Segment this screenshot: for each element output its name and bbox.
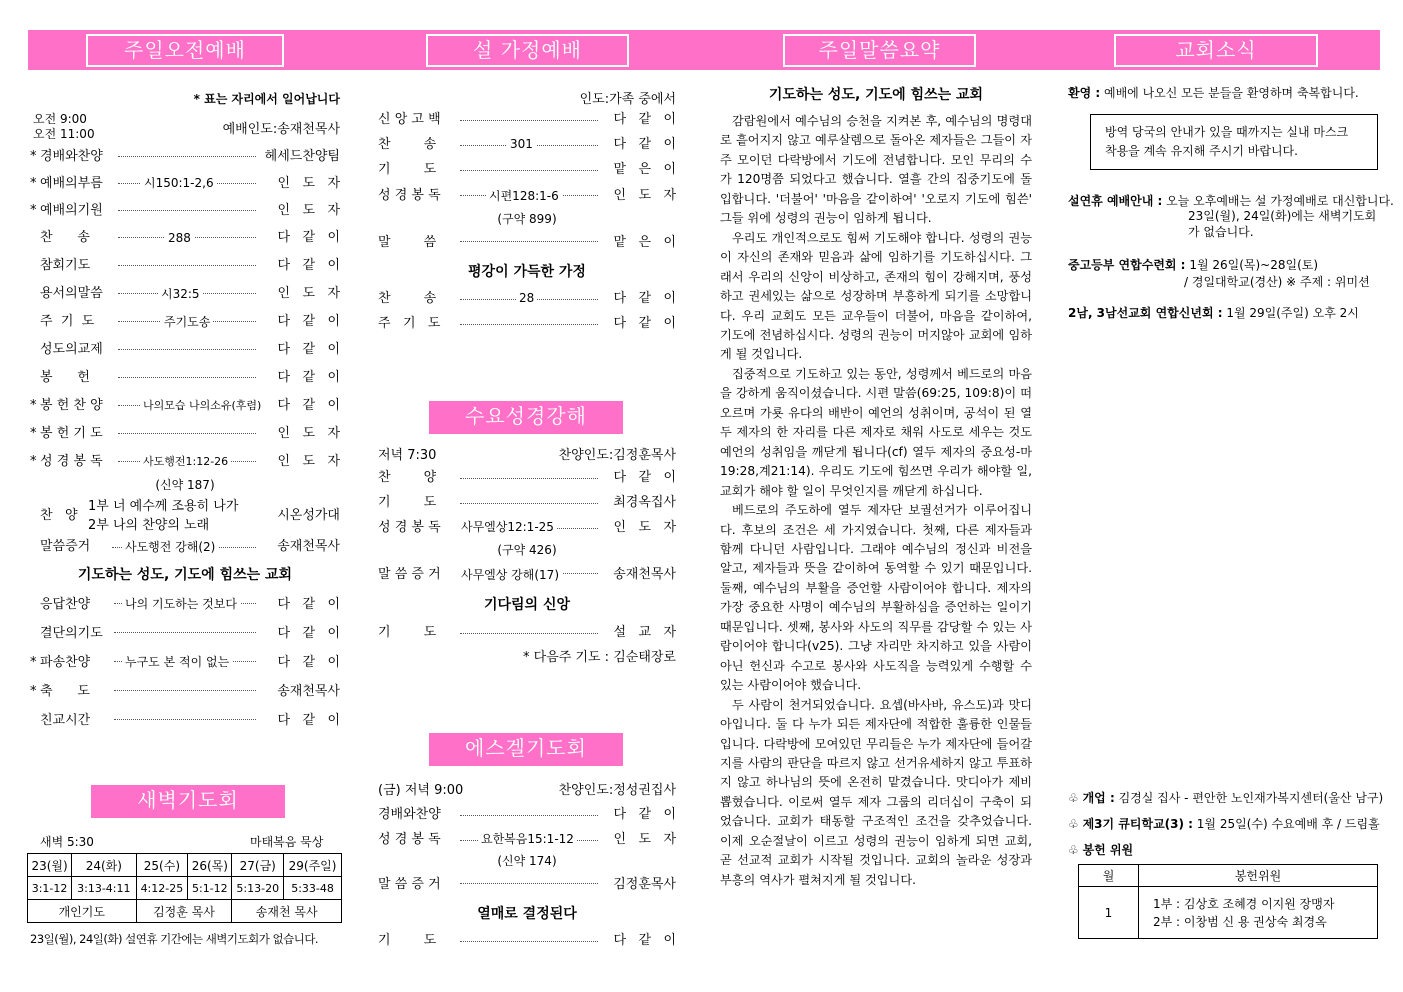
bible-reference: (구약 426) — [497, 543, 557, 557]
order-row — [378, 465, 676, 490]
order-item-detail: 누구도 본 적이 없는 — [122, 648, 232, 677]
header-church-news: 교회소식 — [1114, 34, 1318, 67]
order-item-leader: 다 같 이 — [277, 342, 340, 357]
dawn-book: 마태복음 묵상 — [250, 835, 324, 849]
newyear-label: 2남, 3남선교회 연합신년회 : — [1068, 306, 1223, 320]
service-time-2: 오전 11:00 — [33, 127, 95, 141]
order-item-detail: 나의 기도하는 것보다 — [122, 590, 240, 619]
order-item-leader: 최경옥집사 — [613, 495, 676, 510]
summary-paragraph: 집중적으로 기도하고 있는 동안, 성령께서 베드로의 마음을 강하게 움직이셨습니다. 시편 말씀(69:25, 109:8)이 떠오르며 가룟 유다의 배반이 예언의 성취이며, 공석이 된 열두 제자의 한 자리를 다른 제자로 채워 사도로 세우는 것도 예언의 성취임을 깨닫게 됩니다(cf) 열두 제자의 중요성-마19:28,계21:14). 우리도 기도에 힘쓰면 우리가 해야할 일, 교회가 해야 할 일이 무엇인지를 깨닫게 하십니다. — [720, 366, 1032, 498]
order-item-name: 봉 헌 찬 양 — [40, 398, 103, 413]
order-item-leader: 다 같 이 — [613, 112, 676, 127]
dawn-day: 29(주일) — [284, 854, 342, 877]
stand-marker: * — [30, 426, 37, 441]
header-morning-worship: 주일오전예배 — [86, 34, 284, 67]
ezekiel-subtitle: 열매로 결정된다 — [477, 906, 577, 922]
dawn-verse: 4:12-25 — [136, 877, 188, 900]
order-row — [378, 286, 676, 311]
order-row — [378, 132, 676, 157]
dawn-verse: 5:1-12 — [188, 877, 232, 900]
order-item-leader: 헤세드찬양팀 — [264, 149, 340, 164]
clover-icon: ♧ — [1068, 817, 1079, 831]
order-row — [30, 706, 340, 735]
retreat-text: 1월 26일(목)~28일(토) — [1189, 258, 1319, 272]
order-item-name: 응답찬양 — [40, 597, 91, 612]
order-item-name: 성도의교제 — [40, 342, 103, 357]
order-item-name: 기 도 — [378, 933, 437, 948]
stand-marker: * — [30, 454, 37, 469]
leader-dots — [460, 120, 598, 121]
dawn-verse: 5:13-20 — [232, 877, 284, 900]
leader-dots — [460, 883, 598, 884]
leader-dots — [460, 941, 598, 942]
order-item-name: 봉 헌 — [40, 370, 90, 385]
month-header: 월 — [1079, 865, 1139, 887]
order-item-name: 기 도 — [378, 625, 437, 640]
family-subtitle: 평강이 가득한 가정 — [468, 264, 586, 280]
opening-label: 개업 : — [1082, 791, 1115, 805]
leader-dots — [118, 349, 256, 350]
opening-text: 김경실 집사 - 편안한 노인재가복지센터(울산 남구) — [1118, 791, 1384, 805]
stand-marker: * — [30, 655, 37, 670]
order-item-detail: 주기도송 — [161, 308, 213, 336]
order-row — [378, 228, 676, 258]
order-row — [30, 677, 340, 706]
order-item-name: 예배의부름 — [40, 176, 103, 191]
stand-marker: * — [30, 149, 37, 164]
order-item-leader: 다 같 이 — [277, 713, 340, 728]
order-item-detail: 301 — [507, 132, 536, 157]
order-item-leader: 인 도 자 — [277, 454, 340, 469]
order-item-name: 파송찬양 — [40, 655, 91, 670]
order-item-name: 말 씀 증 거 — [378, 877, 441, 892]
leader-dots — [114, 632, 256, 633]
dawn-leader: 송재천 목사 — [232, 900, 342, 923]
choir-label: 찬 양 — [40, 508, 78, 523]
order-item-name: 봉 헌 기 도 — [40, 426, 103, 441]
leader-dots — [460, 478, 598, 479]
header-family-worship: 설 가정예배 — [426, 34, 629, 67]
next-week-prayer: * 다음주 기도 : 김순태장로 — [523, 650, 676, 665]
summary-paragraph: 감람원에서 예수님의 승천을 지켜본 후, 예수님의 명령대로 흩어지지 않고 예루살렘으로 돌아온 제자들은 그들이 자주 모이던 다락방에서 기도에 전념합니다. 모인 무리의 수가 120명쯤 되었다고 했습니다. 열흘 간의 집중기도에 돌입합니다. '더불어' '마음을 같이하여' '오로지 기도에 힘쓴' 그들 위에 성령의 권능이 임하게 됩니다. — [720, 114, 1032, 226]
holiday-text: 오늘 오후예배는 설 가정예배로 대신합니다. — [1166, 194, 1394, 208]
order-item-leader: 다 같 이 — [613, 470, 676, 485]
order-item-detail: 288 — [165, 224, 194, 252]
holiday-label: 설연휴 예배안내 : — [1068, 194, 1163, 208]
dawn-verse: 5:33-48 — [284, 877, 342, 900]
order-item-leader: 인 도 자 — [277, 176, 340, 191]
dawn-time: 새벽 5:30 — [40, 835, 94, 849]
order-item-name: 예배의기원 — [40, 203, 103, 218]
order-item-detail: 사도행전 강해(2) — [122, 534, 218, 560]
order-row — [30, 448, 340, 476]
order-item-name: 주 기 도 — [378, 316, 441, 331]
leader-dots — [118, 377, 256, 378]
order-row — [30, 392, 340, 420]
leader-dots — [118, 265, 256, 266]
bible-reference: (신약 174) — [497, 854, 557, 868]
order-row — [378, 515, 676, 540]
order-item-name: 찬 양 — [378, 470, 437, 485]
order-row — [30, 590, 340, 619]
summary-paragraph: 두 사람이 천거되었습니다. 요셉(바사바, 유스도)과 맛디아입니다. 둘 다 누가 되든 제자단에 적합한 훌륭한 인물들입니다. 다락방에 모여있던 무리들은 누가 제자단에 들어갈 지를 사람의 판단을 따르지 않고 선거유세하지 않고 투표하지 않고 하나님의 뜻에 온전히 맡겼습니다. 맛디아가 제비뽑혔습니다. 이로써 열두 제자 그룹의 리더십이 구축이 되었습니다. 교회가 태동할 구조적인 조건을 갖추었습니다. 이제 오순절날이 이르고 성령의 권능이 임하게 되면 교회, 곧 선교적 교회가 시작될 것입니다. 교회의 놀라운 성장과 부흥의 역사가 펼쳐지게 될 것입니다. — [720, 697, 1032, 887]
members-line-1: 1부 : 김상호 조혜경 이지원 장맹자 — [1153, 896, 1335, 911]
leader-dots — [460, 503, 598, 504]
order-item-leader: 다 같 이 — [277, 597, 340, 612]
leader-dots — [114, 690, 256, 691]
order-item-name: 성 경 봉 독 — [378, 832, 441, 847]
order-item-detail: 시편128:1-6 — [486, 182, 562, 210]
wednesday-subtitle: 기다림의 신앙 — [483, 597, 571, 613]
order-row — [30, 197, 340, 224]
order-item-leader: 송재천목사 — [277, 539, 340, 554]
order-row — [378, 490, 676, 515]
order-item-leader: 다 같 이 — [613, 807, 676, 822]
order-item-leader: 다 같 이 — [613, 291, 676, 306]
dawn-day: 24(화) — [72, 854, 136, 877]
order-item-detail: 나의모습 나의소유(후렴) — [140, 392, 264, 420]
dawn-day: 27(금) — [232, 854, 284, 877]
order-item-leader: 다 같 이 — [277, 314, 340, 329]
order-row — [378, 620, 676, 646]
wednesday-time: 저녁 7:30 — [378, 448, 437, 463]
order-item-leader: 인 도 자 — [613, 188, 676, 203]
order-item-name: 경배와찬양 — [40, 149, 103, 164]
leader-dots — [114, 719, 256, 720]
order-item-detail: 사도행전1:12-26 — [140, 448, 231, 476]
qt-text: 1월 25일(수) 수요예배 후 / 드림홀 — [1196, 817, 1380, 831]
order-item-leader: 인 도 자 — [277, 426, 340, 441]
choir-song-2: 2부 나의 찬양의 노래 — [88, 518, 210, 533]
order-row — [378, 182, 676, 210]
offering-members-table — [1078, 864, 1378, 939]
leader-dots — [118, 433, 256, 434]
retreat-text-2: / 경일대학교(경산) ※ 주제 : 위미션 — [1184, 275, 1370, 289]
dawn-schedule-table — [27, 853, 342, 923]
family-leader: 인도:가족 중에서 — [579, 92, 676, 107]
sermon-summary-section — [720, 84, 1032, 890]
summary-paragraph: 우리도 개인적으로도 힘써 기도해야 합니다. 성령의 권능이 자신의 존재와 믿음과 삶에 임하기를 기도하십시다. 그래서 우리의 신앙이 비상하고, 존재의 힘이 강해지며, 풍성하고 권세있는 삶으로 성장하며 부흥하게 되기를 소망합니다. 우리 교회도 모든 교우들이 더불어, 마음을 같이하여, 기도에 전념하십시다. 성령의 권능이 머지않아 교회에 임하게 될 것입니다. — [720, 230, 1032, 362]
dawn-day: 26(목) — [188, 854, 232, 877]
stand-marker: * — [30, 684, 37, 699]
order-item-name: 말씀증거 — [40, 539, 91, 554]
order-row — [30, 364, 340, 392]
order-item-detail: 28 — [516, 286, 537, 311]
bible-reference: (구약 899) — [497, 212, 557, 226]
header-dawn-prayer: 새벽기도회 — [91, 785, 285, 818]
order-item-leader: 다 같 이 — [277, 398, 340, 413]
order-item-name: 경배와찬양 — [378, 807, 441, 822]
order-item-name: 축 도 — [40, 684, 90, 699]
sermon-title: 기도하는 성도, 기도에 힘쓰는 교회 — [77, 567, 293, 583]
summary-title: 기도하는 성도, 기도에 힘쓰는 교회 — [768, 87, 984, 103]
order-item-leader: 맡 은 이 — [613, 162, 676, 177]
dawn-day: 25(수) — [136, 854, 188, 877]
order-item-leader: 다 같 이 — [613, 137, 676, 152]
dawn-leader: 김정훈 목사 — [136, 900, 232, 923]
order-item-name: 찬 송 — [378, 291, 437, 306]
order-row — [30, 619, 340, 648]
order-item-detail: 시150:1-2,6 — [141, 170, 217, 197]
leader-dots — [460, 815, 598, 816]
order-item-leader: 다 같 이 — [613, 933, 676, 948]
order-item-name: 성 경 봉 독 — [378, 520, 441, 535]
order-item-detail: 사무엘상 강해(17) — [458, 560, 562, 590]
order-item-name: 찬 송 — [378, 137, 437, 152]
order-row — [30, 280, 340, 308]
leader-dots — [460, 241, 598, 242]
mask-notice: 방역 당국의 안내가 있을 때까지는 실내 마스크 착용을 계속 유지해 주시기 바랍니다. — [1090, 114, 1378, 170]
clover-icon: ♧ — [1068, 791, 1079, 805]
order-item-leader: 인 도 자 — [277, 203, 340, 218]
order-item-leader: 다 같 이 — [613, 316, 676, 331]
dawn-note: 23일(월), 24일(화) 설연휴 기간에는 새벽기도회가 없습니다. — [30, 932, 319, 946]
order-item-leader: 인 도 자 — [613, 520, 676, 535]
order-row — [30, 534, 340, 560]
order-row — [378, 107, 676, 132]
order-item-name: 결단의기도 — [40, 626, 103, 641]
welcome-text: 예배에 나오신 모든 분들을 환영하며 축복합니다. — [1104, 86, 1359, 100]
dawn-verse: 3:13-4:11 — [72, 877, 136, 900]
order-item-name: 친교시간 — [40, 713, 91, 728]
bible-reference: (신약 187) — [155, 478, 215, 492]
header-sermon-summary: 주일말씀요약 — [783, 34, 976, 67]
order-item-name: 주 기 도 — [40, 314, 95, 329]
order-item-name: 말 씀 증 거 — [378, 567, 441, 582]
order-item-name: 말 씀 — [378, 235, 437, 250]
order-item-leader: 송재천목사 — [277, 684, 340, 699]
ezekiel-leader: 찬양인도:정성권집사 — [558, 783, 676, 798]
order-item-name: 신 앙 고 백 — [378, 112, 441, 127]
month-cell: 1 — [1079, 887, 1139, 939]
choir-name: 시온성가대 — [277, 508, 340, 523]
order-item-leader: 송재천목사 — [613, 567, 676, 582]
order-row — [30, 648, 340, 677]
order-item-leader: 다 같 이 — [277, 230, 340, 245]
order-row — [30, 252, 340, 280]
leader-dots — [460, 633, 598, 634]
header-wednesday-bible: 수요성경강해 — [429, 401, 623, 434]
order-row — [30, 170, 340, 197]
members-line-2: 2부 : 이창범 신 용 권상숙 최경옥 — [1153, 914, 1327, 929]
qt-label: 제3기 큐티학교(3) : — [1082, 817, 1193, 831]
retreat-label: 중고등부 연합수련회 : — [1068, 258, 1186, 272]
holiday-text-2: 23일(월), 24일(화)에는 새벽기도회가 없습니다. — [1188, 209, 1377, 239]
wednesday-leader: 찬양인도:김정훈목사 — [558, 448, 676, 463]
dawn-leader: 개인기도 — [28, 900, 137, 923]
newyear-text: 1월 29일(주일) 오후 2시 — [1226, 306, 1359, 320]
offering-members-label: 봉헌 위원 — [1082, 843, 1134, 857]
order-row — [378, 928, 676, 954]
service-time-1: 오전 9:00 — [33, 112, 87, 126]
order-row — [378, 870, 676, 900]
choir-song-1: 1부 너 예수께 조용히 나가 — [88, 499, 239, 514]
order-row — [30, 420, 340, 448]
order-item-detail: 요한복음15:1-12 — [478, 827, 577, 852]
stand-marker: * — [30, 398, 37, 413]
clover-icon: ♧ — [1068, 843, 1079, 857]
order-item-leader: 다 같 이 — [277, 370, 340, 385]
order-row — [30, 336, 340, 364]
ezekiel-time: (금) 저녁 9:00 — [378, 783, 464, 798]
header-ezekiel-prayer: 에스겔기도회 — [429, 733, 623, 766]
order-item-name: 용서의말씀 — [40, 286, 103, 301]
order-row — [30, 143, 340, 170]
order-item-name: 기 도 — [378, 162, 437, 177]
order-item-leader: 맡 은 이 — [613, 235, 676, 250]
order-row — [378, 560, 676, 590]
summary-paragraph: 베드로의 주도하에 열두 제자단 보궐선거가 이루어집니다. 후보의 조건은 세 가지였습니다. 첫째, 다른 제자들과 함께 다니던 사람입니다. 그래야 예수님의 정신과 비전을 알고, 제자들과 뜻을 같이하여 동역할 수 있기 때문입니다. 둘째, 예수님의 부활을 증언할 사람이어야 합니다. 제자의 가장 중요한 사명이 예수님의 부활하심을 증언하는 일이기 때문입니다. 셋째, 봉사와 사도의 직무를 감당할 수 있는 사람이어야 합니다(v25). 그냥 자리만 차지하고 있을 사람이 아닌 헌신과 수고로 봉사와 사도직을 능력있게 수행할 수 있는 사람이어야 했습니다. — [720, 503, 1032, 693]
order-item-name: 성 경 봉 독 — [40, 454, 103, 469]
worship-leader: 예배인도:송재천목사 — [222, 122, 340, 137]
order-item-leader: 다 같 이 — [277, 626, 340, 641]
order-item-leader: 김정훈목사 — [613, 877, 676, 892]
order-row — [30, 308, 340, 336]
order-item-leader: 인 도 자 — [277, 286, 340, 301]
order-item-leader: 설 교 자 — [613, 625, 676, 640]
stand-marker: * — [30, 203, 37, 218]
order-item-name: 성 경 봉 독 — [378, 188, 441, 203]
order-row — [378, 157, 676, 182]
order-row — [30, 224, 340, 252]
order-item-name: 참회기도 — [40, 258, 91, 273]
dawn-verse: 3:1-12 — [28, 877, 72, 900]
order-item-name: 기 도 — [378, 495, 437, 510]
order-item-name: 찬 송 — [40, 230, 90, 245]
order-item-leader: 다 같 이 — [277, 258, 340, 273]
order-row — [378, 311, 676, 336]
order-row — [378, 827, 676, 852]
leader-dots — [118, 210, 256, 211]
leader-dots — [460, 170, 598, 171]
leader-dots — [460, 324, 598, 325]
dawn-day: 23(월) — [28, 854, 72, 877]
welcome-label: 환영 : — [1068, 86, 1101, 100]
order-item-leader: 다 같 이 — [277, 655, 340, 670]
standing-note: * 표는 자리에서 일어납니다 — [193, 92, 340, 106]
order-item-detail: 사무엘상12:1-25 — [458, 515, 557, 540]
members-header: 봉헌위원 — [1139, 865, 1378, 887]
order-row — [378, 802, 676, 827]
order-item-leader: 인 도 자 — [613, 832, 676, 847]
stand-marker: * — [30, 176, 37, 191]
order-item-detail: 시32:5 — [158, 280, 203, 308]
leader-dots — [118, 156, 256, 157]
